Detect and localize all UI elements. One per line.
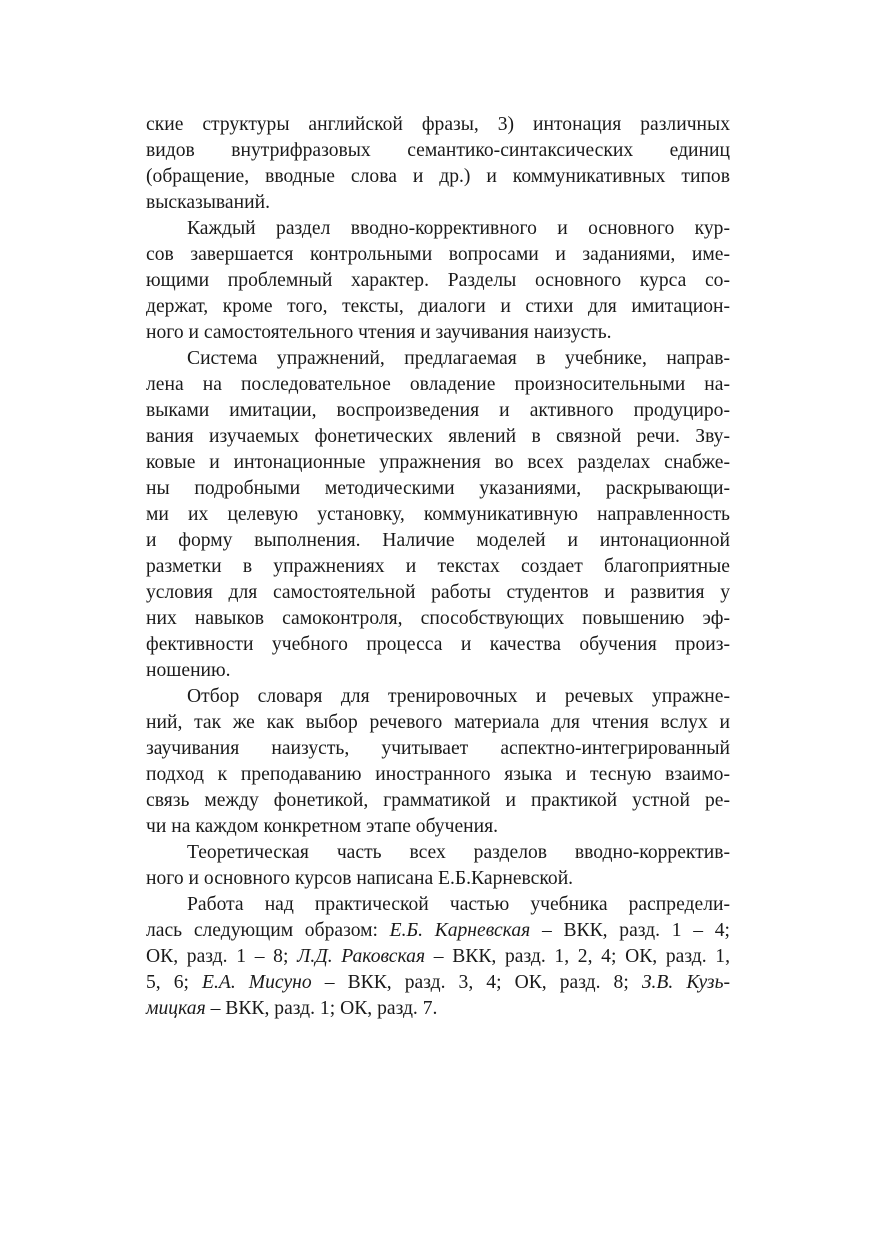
paragraph-6 <box>146 892 730 1022</box>
author-name: З.В. Кузь- <box>641 972 731 993</box>
text-line <box>146 944 730 970</box>
text-line: ний, так же как выбор речевого материала для чтения вслух и <box>146 712 730 733</box>
paragraph-1 <box>146 112 730 216</box>
text-line: них навыков самоконтроля, способствующих повышению эф- <box>146 608 730 629</box>
text-line: чи на каждом конкретном этапе обучения. <box>146 816 499 837</box>
text-line: и форму выполнения. Наличие моделей и интонационной <box>146 530 730 551</box>
text-fragment: – ВКК, разд. 1; ОК, разд. 7. <box>205 998 438 1019</box>
text-line: ного и основного курсов написана Е.Б.Карневской. <box>146 868 574 889</box>
text-line: заучивания наизусть, учитывает аспектно-интегрированный <box>146 738 730 759</box>
text-line: Каждый раздел вводно-коррективного и основного кур- <box>187 218 730 239</box>
text-line: ношению. <box>146 660 231 681</box>
text-line: ного и самостоятельного чтения и заучивания наизусть. <box>146 322 612 343</box>
paragraph-5 <box>146 840 730 892</box>
text-line: ми их целевую установку, коммуникативную направленность <box>146 504 730 525</box>
author-name: Е.А. Мисуно <box>202 972 312 993</box>
text-fragment: лась следующим образом: <box>146 920 390 941</box>
paragraph-4 <box>146 684 730 840</box>
text-line: ны подробными методическими указаниями, раскрывающи- <box>146 478 730 499</box>
text-line: лена на последовательное овладение произносительными на- <box>146 374 730 395</box>
text-line: разметки в упражнениях и текстах создает благоприятные <box>146 556 730 577</box>
text-line <box>146 918 730 944</box>
text-fragment: – ВКК, разд. 1, 2, 4; ОК, разд. 1, <box>425 946 730 967</box>
text-fragment: – ВКК, разд. 3, 4; ОК, разд. 8; <box>311 972 642 993</box>
text-fragment: ОК, разд. 1 – 8; <box>146 946 298 967</box>
text-line: связь между фонетикой, грамматикой и практикой устной ре- <box>146 790 730 811</box>
text-line: держат, кроме того, тексты, диалоги и стихи для имитацион- <box>146 296 730 317</box>
text-line: Теоретическая часть всех разделов вводно-корректив- <box>187 842 730 863</box>
author-name: Л.Д. Раковская <box>297 946 426 967</box>
text-fragment: 5, 6; <box>146 972 203 993</box>
text-line: ковые и интонационные упражнения во всех разделах снабже- <box>146 452 730 473</box>
text-fragment: – ВКК, разд. 1 – 4; <box>530 920 730 941</box>
text-line: (обращение, вводные слова и др.) и коммуникативных типов <box>146 166 730 187</box>
text-line: сов завершается контрольными вопросами и заданиями, име- <box>146 244 730 265</box>
text-line: Отбор словаря для тренировочных и речевых упражне- <box>187 686 730 707</box>
text-line <box>146 996 730 1022</box>
paragraph-2 <box>146 216 730 346</box>
text-line: фективности учебного процесса и качества обучения произ- <box>146 634 730 655</box>
text-line: ские структуры английской фразы, 3) интонация различных <box>146 114 730 135</box>
text-line: видов внутрифразовых семантико-синтаксических единиц <box>146 140 730 161</box>
text-line: выками имитации, воспроизведения и активного продуциро- <box>146 400 730 421</box>
text-line <box>146 970 730 996</box>
text-line: Работа над практической частью учебника распредели- <box>187 894 730 915</box>
text-line: Система упражнений, предлагаемая в учебнике, направ- <box>187 348 730 369</box>
author-name: мицкая <box>146 998 206 1019</box>
text-line: условия для самостоятельной работы студентов и развития у <box>146 582 730 603</box>
text-line: высказываний. <box>146 192 270 213</box>
text-line: подход к преподаванию иностранного языка и тесную взаимо- <box>146 764 730 785</box>
author-name: Е.Б. Карневская <box>389 920 531 941</box>
text-line: ющими проблемный характер. Разделы основного курса со- <box>146 270 730 291</box>
text-line: вания изучаемых фонетических явлений в связной речи. Зву- <box>146 426 730 447</box>
document-page <box>146 112 730 1022</box>
paragraph-3 <box>146 346 730 684</box>
